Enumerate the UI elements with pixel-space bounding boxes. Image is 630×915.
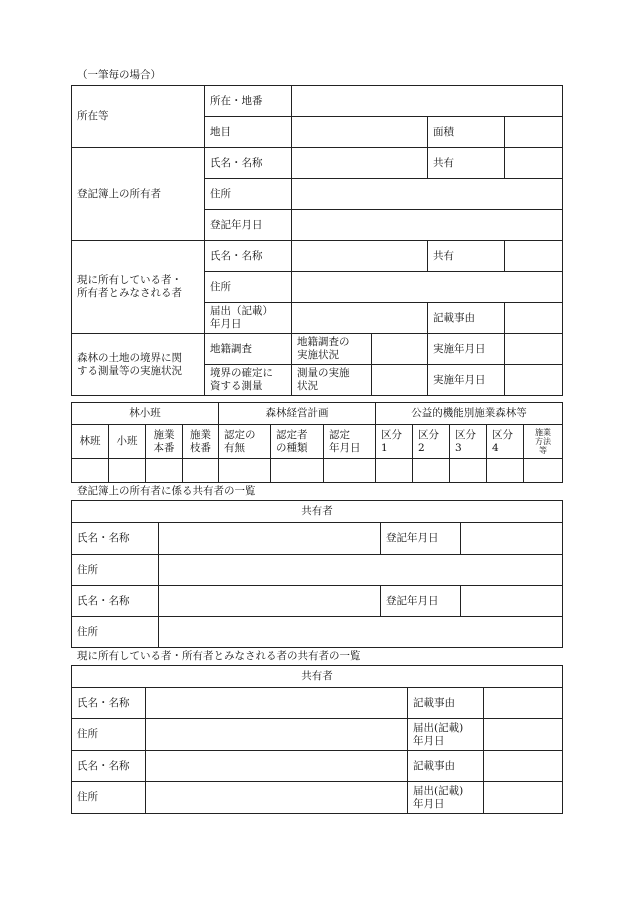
- registry-joint-field[interactable]: [505, 148, 563, 179]
- current-joint-field[interactable]: [505, 241, 563, 272]
- certification-date-header: 認定 年月日: [324, 425, 376, 459]
- impl-date2-label: 実施年月日: [428, 365, 505, 396]
- category3-header: 区分 3: [450, 425, 487, 459]
- cadastral-survey-label: 地籍調査: [205, 334, 292, 365]
- rinpan-header: 林班: [72, 425, 109, 459]
- property-table: [71, 85, 563, 396]
- co-registry-date-field[interactable]: [461, 523, 563, 555]
- current-owner-address-label: 住所: [205, 272, 292, 303]
- category4-header: 区分 4: [487, 425, 524, 459]
- shohan-field[interactable]: [109, 459, 146, 483]
- registry-owner-name-label: 氏名・名称: [205, 148, 292, 179]
- survey-status-label: 測量の実施 状況: [292, 365, 372, 396]
- co-current-notify-label-2: 届出(記載) 年月日: [408, 782, 484, 814]
- survey-status-field[interactable]: [372, 365, 428, 396]
- shohan-header: 小班: [109, 425, 146, 459]
- category2-field[interactable]: [413, 459, 450, 483]
- shiban-field[interactable]: [183, 459, 219, 483]
- co-current-name-label: 氏名・名称: [72, 688, 146, 719]
- co-current-address-field[interactable]: [146, 719, 408, 751]
- co-registry-name-field[interactable]: [159, 523, 381, 555]
- co-current-reason-label-2: 記載事由: [408, 751, 484, 782]
- certification-field[interactable]: [219, 459, 271, 483]
- notify-date-label: 届出（記載） 年月日: [205, 303, 292, 334]
- co-registry-table: [71, 500, 563, 648]
- method-header: 施業 方法 等: [524, 425, 563, 459]
- co-current-address-label: 住所: [72, 719, 146, 751]
- co-current-address-field-2[interactable]: [146, 782, 408, 814]
- impl-date-field[interactable]: [505, 334, 563, 365]
- co-registry-address-label-2: 住所: [72, 617, 159, 648]
- honban-header: 施業 本番: [146, 425, 183, 459]
- registry-owner-address-field[interactable]: [292, 179, 563, 210]
- current-owner-address-field[interactable]: [292, 272, 563, 303]
- co-registry-caption: 登記簿上の所有者に係る共有者の一覧: [77, 485, 256, 497]
- co-registry-date-label: 登記年月日: [381, 523, 461, 555]
- area-field[interactable]: [505, 117, 563, 148]
- co-current-reason-field-2[interactable]: [484, 751, 563, 782]
- co-registry-name-field-2[interactable]: [159, 586, 381, 617]
- co-current-reason-field[interactable]: [484, 688, 563, 719]
- co-current-table: [71, 665, 563, 814]
- co-current-reason-label: 記載事由: [408, 688, 484, 719]
- certification-header: 認定の 有無: [219, 425, 271, 459]
- current-joint-label: 共有: [428, 241, 505, 272]
- form-note: （一筆毎の場合）: [77, 69, 161, 81]
- category1-header: 区分 1: [376, 425, 413, 459]
- address-lot-field[interactable]: [292, 86, 563, 117]
- method-field[interactable]: [524, 459, 563, 483]
- location-label: 所在等: [72, 86, 205, 148]
- forest-subcompartment-header: 林小班: [72, 403, 219, 425]
- co-current-name-field-2[interactable]: [146, 751, 408, 782]
- registry-owner-name-field[interactable]: [292, 148, 428, 179]
- notify-date-field[interactable]: [292, 303, 428, 334]
- current-owner-label: 現に所有している者・ 所有者とみなされる者: [72, 241, 205, 334]
- entry-reason-label: 記載事由: [428, 303, 505, 334]
- co-current-name-label-2: 氏名・名称: [72, 751, 146, 782]
- boundary-survey-label: 森林の土地の境界に関 する測量等の実施状況: [72, 334, 205, 396]
- category2-header: 区分 2: [413, 425, 450, 459]
- registry-owner-address-label: 住所: [205, 179, 292, 210]
- forest-table: [71, 402, 563, 483]
- registry-joint-label: 共有: [428, 148, 505, 179]
- co-current-name-field[interactable]: [146, 688, 408, 719]
- co-registry-date-field-2[interactable]: [461, 586, 563, 617]
- boundary-survey-type-label: 境界の確定に 資する測量: [205, 365, 292, 396]
- co-registry-address-label: 住所: [72, 555, 159, 586]
- rinpan-field[interactable]: [72, 459, 109, 483]
- co-registry-name-label: 氏名・名称: [72, 523, 159, 555]
- co-current-notify-label: 届出(記載) 年月日: [408, 719, 484, 751]
- co-current-notify-field[interactable]: [484, 719, 563, 751]
- co-registry-address-field-2[interactable]: [159, 617, 563, 648]
- registry-date-field[interactable]: [292, 210, 563, 241]
- impl-date2-field[interactable]: [505, 365, 563, 396]
- cadastral-status-label: 地籍調査の 実施状況: [292, 334, 372, 365]
- co-current-address-label-2: 住所: [72, 782, 146, 814]
- co-registry-address-field[interactable]: [159, 555, 563, 586]
- certifier-type-field[interactable]: [271, 459, 324, 483]
- honban-field[interactable]: [146, 459, 183, 483]
- co-registry-date-label-2: 登記年月日: [381, 586, 461, 617]
- shiban-header: 施業 枝番: [183, 425, 219, 459]
- land-category-field[interactable]: [292, 117, 428, 148]
- co-registry-header: 共有者: [72, 501, 563, 523]
- forest-plan-header: 森林経営計画: [219, 403, 376, 425]
- land-category-label: 地目: [205, 117, 292, 148]
- impl-date-label: 実施年月日: [428, 334, 505, 365]
- certification-date-field[interactable]: [324, 459, 376, 483]
- co-current-header: 共有者: [72, 666, 563, 688]
- cadastral-status-field[interactable]: [372, 334, 428, 365]
- category3-field[interactable]: [450, 459, 487, 483]
- current-owner-name-field[interactable]: [292, 241, 428, 272]
- co-current-notify-field-2[interactable]: [484, 782, 563, 814]
- registry-date-label: 登記年月日: [205, 210, 292, 241]
- address-lot-label: 所在・地番: [205, 86, 292, 117]
- registry-owner-label: 登記簿上の所有者: [72, 148, 205, 241]
- co-current-caption: 現に所有している者・所有者とみなされる者の共有者の一覧: [77, 650, 361, 662]
- current-owner-name-label: 氏名・名称: [205, 241, 292, 272]
- entry-reason-field[interactable]: [505, 303, 563, 334]
- certifier-type-header: 認定者 の種類: [271, 425, 324, 459]
- public-function-forest-header: 公益的機能別施業森林等: [376, 403, 563, 425]
- area-label: 面積: [428, 117, 505, 148]
- co-registry-name-label-2: 氏名・名称: [72, 586, 159, 617]
- category1-field[interactable]: [376, 459, 413, 483]
- category4-field[interactable]: [487, 459, 524, 483]
